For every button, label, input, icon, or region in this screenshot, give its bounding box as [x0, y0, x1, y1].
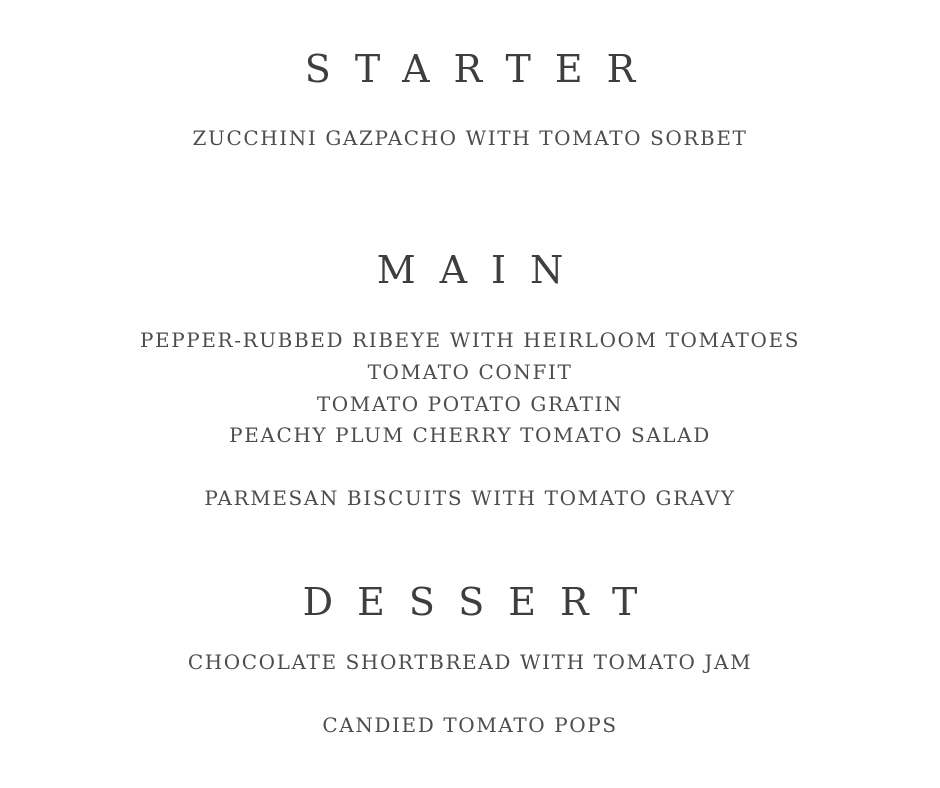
main-heading: MAIN [376, 248, 588, 292]
menu-item: PEPPER-RUBBED RIBEYE WITH HEIRLOOM TOMATOES [139, 328, 800, 352]
menu-item: CANDIED TOMATO POPS [322, 713, 618, 737]
menu-item: TOMATO CONFIT [367, 360, 573, 384]
menu-item: CHOCOLATE SHORTBREAD WITH TOMATO JAM [187, 650, 753, 674]
menu-item: PEACHY PLUM CHERRY TOMATO SALAD [229, 423, 711, 447]
menu-item: PARMESAN BISCUITS WITH TOMATO GRAVY [204, 486, 736, 510]
menu-item: TOMATO POTATO GRATIN [316, 392, 624, 416]
menu-item: ZUCCHINI GAZPACHO WITH TOMATO SORBET [192, 126, 748, 150]
starter-heading: STARTER [304, 47, 660, 91]
dessert-heading: DESSERT [302, 580, 662, 624]
